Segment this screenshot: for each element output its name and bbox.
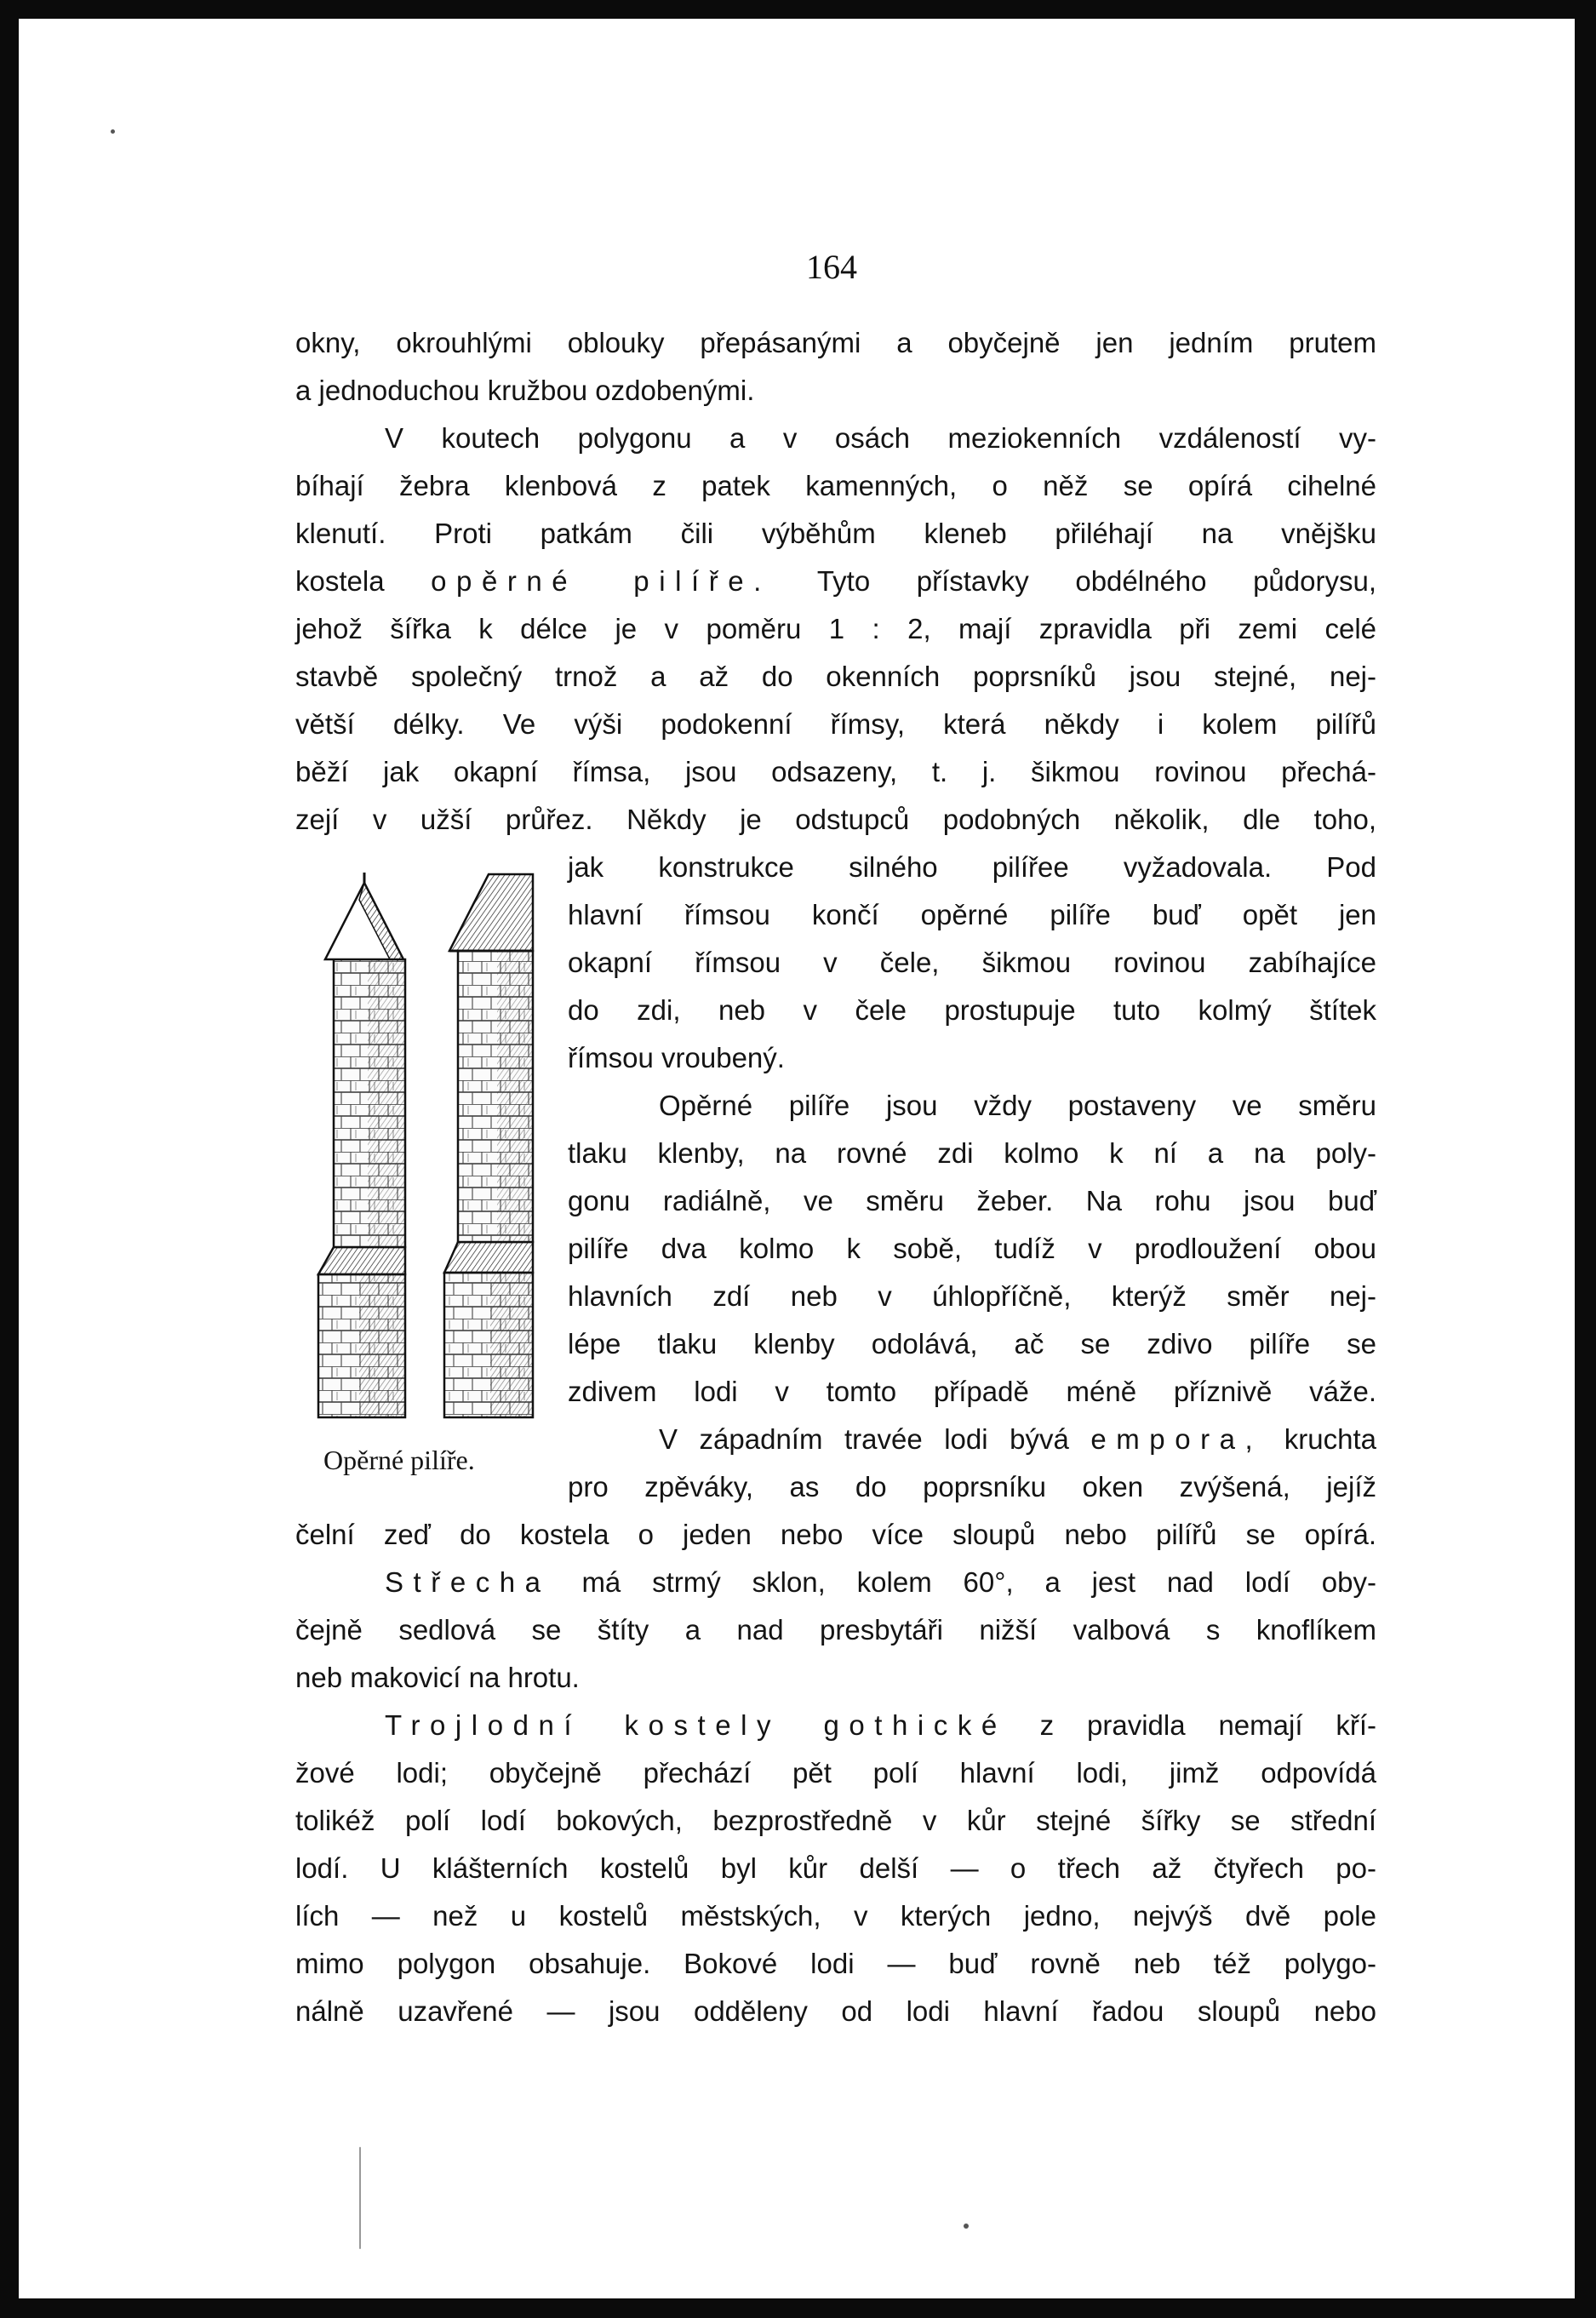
page-number: 164 — [806, 248, 857, 286]
text-line — [295, 565, 1376, 598]
text-line: hlavní římsou končí opěrné pilíře buď opět jen — [568, 899, 1376, 930]
text-line: větší délky. Ve výši podokenní římsy, která někdy i kolem pilířů — [295, 708, 1376, 740]
text-line: klenutí. Proti patkám čili výběhům kleneb přiléhají na vnějšku — [295, 518, 1376, 549]
text-line: lépe tlaku klenby odolává, ač se zdivo pilíře se — [568, 1328, 1376, 1359]
scan-speck — [964, 2224, 969, 2229]
text-line: žové lodi; obyčejně přechází pět polí hlavní lodi, jimž odpovídá — [295, 1757, 1376, 1789]
buttress-illustration — [308, 866, 546, 1428]
spaced-term-operne-pilire: opěrné pilíře. — [431, 565, 771, 597]
text-line: okny, okrouhlými oblouky přepásanými a obyčejně jen jedním prutem — [295, 327, 1376, 358]
text-fragment: V západním travée lodi bývá — [659, 1423, 1069, 1455]
text-line: tlaku klenby, na rovné zdi kolmo k ní a na poly- — [568, 1137, 1376, 1169]
text-line: V koutech polygonu a v osách meziokenních vzdáleností vy- — [385, 422, 1376, 454]
text-fragment: má strmý sklon, kolem 60°, a jest nad lodí oby- — [581, 1566, 1377, 1598]
text-fragment: kostela — [295, 565, 385, 597]
text-fragment: z pravidla nemají kří- — [1039, 1709, 1377, 1741]
text-fragment: Tyto přístavky obdélného půdorysu, — [816, 565, 1376, 597]
text-line: lích — než u kostelů městských, v kterých jedno, nejvýš dvě pole — [295, 1900, 1376, 1932]
text-line: neb makovicí na hrotu. — [295, 1662, 580, 1693]
text-line: pro zpěváky, as do poprsníku oken zvýšená, jejíž — [568, 1471, 1376, 1502]
spaced-term-trojlodni-kostely: Trojlodní kostely gothické — [385, 1709, 1007, 1741]
text-line: pilíře dva kolmo k sobě, tudíž v prodloužení obou — [568, 1233, 1376, 1264]
text-line: čejně sedlová se štíty a nad presbytáři nižší valbová s knoflíkem — [295, 1614, 1376, 1645]
text-line: gonu radiálně, ve směru žeber. Na rohu jsou buď — [568, 1185, 1376, 1216]
text-line: lodí. U klášterních kostelů byl kůr delší — o třech až čtyřech po- — [295, 1852, 1376, 1884]
text-line — [659, 1423, 1376, 1456]
text-line: jehož šířka k délce je v poměru 1 : 2, mají zpravidla při zemi celé — [295, 613, 1376, 644]
figure-caption: Opěrné pilíře. — [323, 1445, 475, 1475]
text-line: bíhají žebra klenbová z patek kamenných, o něž se opírá cihelné — [295, 470, 1376, 501]
text-line: mimo polygon obsahuje. Bokové lodi — buď rovně neb též polygo- — [295, 1948, 1376, 1979]
text-line: stavbě společný trnož a až do okenních poprsníků jsou stejné, nej- — [295, 661, 1376, 692]
text-line: nálně uzavřené — jsou odděleny od lodi hlavní řadou sloupů nebo — [295, 1995, 1376, 2027]
text-line: tolikéž polí lodí bokových, bezprostředně v kůr stejné šířky se střední — [295, 1805, 1376, 1836]
scan-speck — [111, 129, 115, 134]
text-line: do zdi, neb v čele prostupuje tuto kolmý štítek — [568, 994, 1376, 1026]
text-line — [385, 1709, 1376, 1742]
text-line: a jednoduchou kružbou ozdobenými. — [295, 375, 755, 406]
buttress-right — [444, 874, 533, 1417]
text-line: jak konstrukce silného pilířee vyžadovala. Pod — [568, 851, 1376, 883]
text-line: římsou vroubený. — [568, 1042, 785, 1073]
buttress-left — [318, 873, 405, 1417]
page — [19, 19, 1575, 2298]
text-line: zejí v užší průřez. Někdy je odstupců podobných několik, dle toho, — [295, 804, 1376, 835]
text-line: okapní římsou v čele, šikmou rovinou zabíhajíce — [568, 947, 1376, 978]
spaced-term-strecha: Střecha — [385, 1566, 551, 1598]
spaced-term-empora: empora, — [1090, 1423, 1263, 1455]
text-line: běží jak okapní římsa, jsou odsazeny, t. j. šikmou rovinou přechá- — [295, 756, 1376, 787]
text-line: zdivem lodi v tomto případě méně příznivě váže. — [568, 1376, 1376, 1407]
text-fragment: kruchta — [1284, 1423, 1377, 1455]
text-line: hlavních zdí neb v úhlopříčně, kterýž směr nej- — [568, 1280, 1376, 1312]
scan-mark — [359, 2147, 361, 2249]
text-line: Opěrné pilíře jsou vždy postaveny ve směru — [659, 1090, 1376, 1121]
text-line — [385, 1566, 1376, 1599]
text-line: čelní zeď do kostela o jeden nebo více sloupů nebo pilířů se opírá. — [295, 1519, 1376, 1550]
